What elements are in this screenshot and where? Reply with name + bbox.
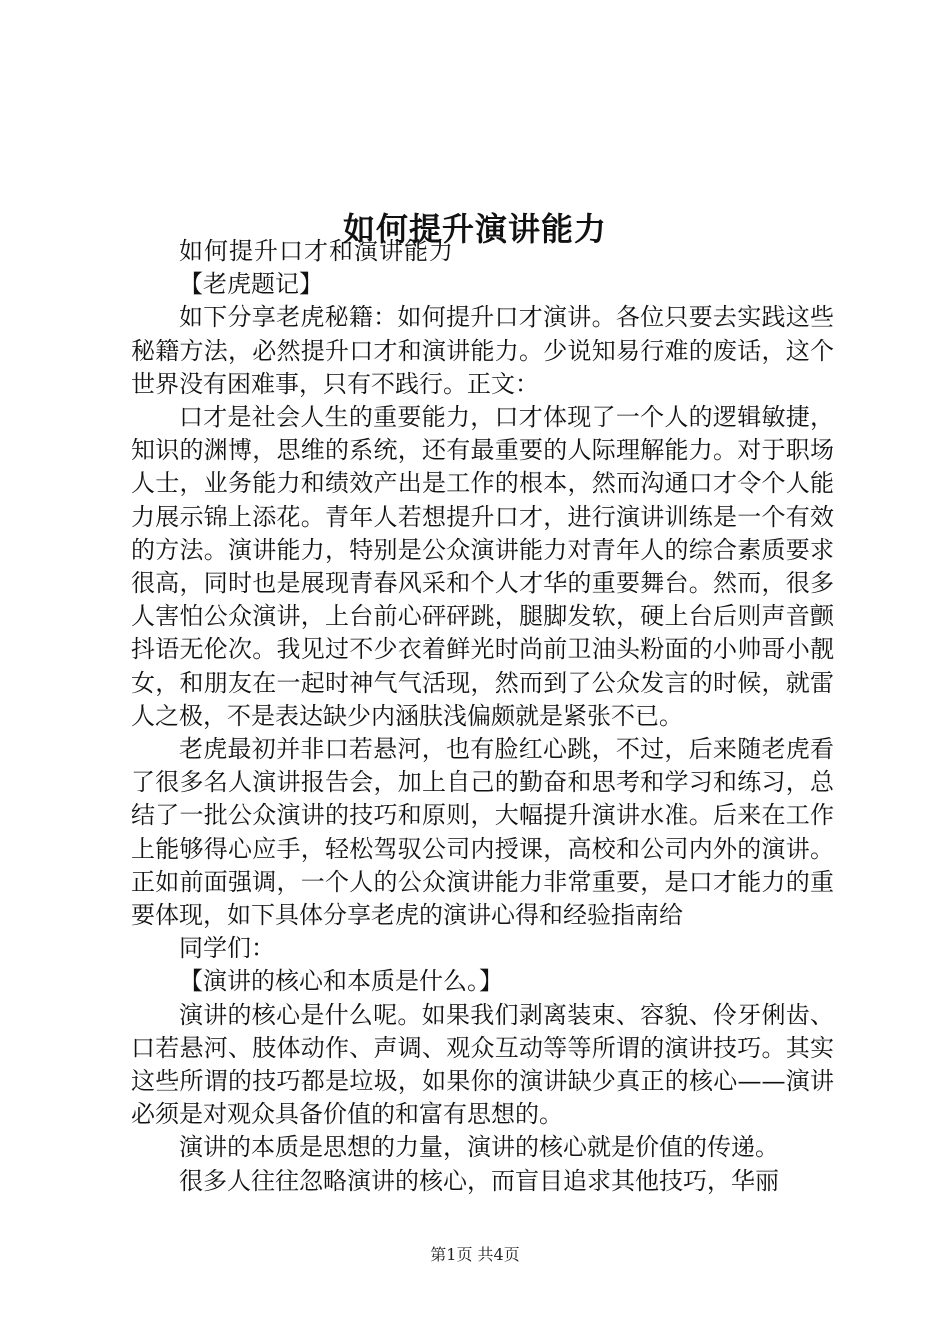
paragraph: 演讲的核心是什么呢。如果我们剥离装束、容貌、伶牙俐齿、口若悬河、肢体动作、声调、观众互动等等所谓的演讲技巧。其实这些所谓的技巧都是垃圾，如果你的演讲缺少真正的核心——演讲必须是对观众具备价值的和富有思想的。 [131, 1000, 834, 1129]
paragraph: 演讲的本质是思想的力量，演讲的核心就是价值的传递。 [179, 1133, 779, 1162]
paragraph: 同学们： [179, 934, 275, 963]
document-title: 如何提升演讲能力 [342, 210, 607, 249]
document-body [131, 235, 834, 1198]
paragraph: 口才是社会人生的重要能力，口才体现了一个人的逻辑敏捷，知识的渊博，思维的系统，还有最重要的人际理解能力。对于职场人士，业务能力和绩效产出是工作的根本，然而沟通口才令个人能力展示锦上添花。青年人若想提升口才，进行演讲训练是一个有效的方法。演讲能力，特别是公众演讲能力对青年人的综合素质要求很高，同时也是展现青春风采和个人才华的重要舞台。然而，很多人害怕公众演讲，上台前心砰砰跳，腿脚发软，硬上台后则声音颤抖语无伦次。我见过不少衣着鲜光时尚前卫油头粉面的小帅哥小靓女，和朋友在一起时神气气活现，然而到了公众发言的时候，就雷人之极，不是表达缺少内涵肤浅偏颇就是紧张不已。 [131, 403, 834, 730]
section-heading: 【演讲的核心和本质是什么。】 [179, 967, 503, 996]
section-heading: 【老虎题记】 [179, 270, 323, 299]
page-footer: 第1页 共4页 [430, 1245, 520, 1264]
subtitle-paragraph: 如何提升口才和演讲能力 [179, 237, 454, 265]
paragraph: 很多人往往忽略演讲的核心，而盲目追求其他技巧，华丽 [179, 1166, 779, 1195]
paragraph: 老虎最初并非口若悬河，也有脸红心跳，不过，后来随老虎看了很多名人演讲报告会，加上自己的勤奋和思考和学习和练习，总结了一批公众演讲的技巧和原则，大幅提升演讲水准。后来在工作上能够得心应手，轻松驾驭公司内授课，高校和公司内外的演讲。正如前面强调，一个人的公众演讲能力非常重要，是口才能力的重要体现，如下具体分享老虎的演讲心得和经验指南给 [131, 735, 834, 930]
paragraph: 如下分享老虎秘籍：如何提升口才演讲。各位只要去实践这些秘籍方法，必然提升口才和演讲能力。少说知易行难的废话，这个世界没有困难事，只有不践行。正文： [131, 303, 834, 398]
